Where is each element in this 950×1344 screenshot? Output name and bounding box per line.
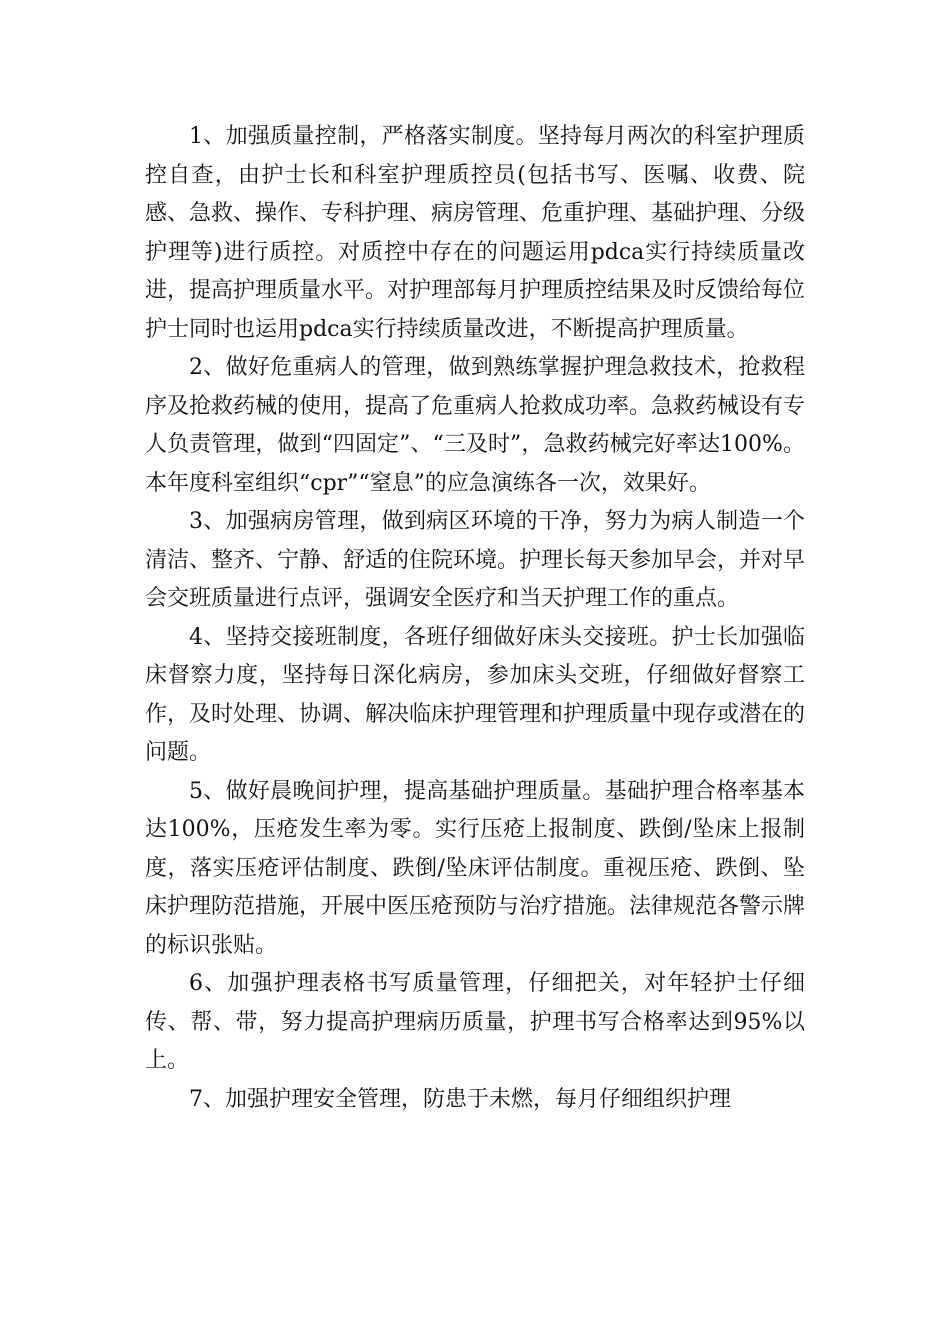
paragraph-3: 3、加强病房管理，做到病区环境的干净，努力为病人制造一个清洁、整齐、宁静、舒适的住院环境。护理长每天参加早会，并对早会交班质量进行点评，强调安全医疗和当天护理工作的重点。 — [145, 509, 806, 611]
paragraph-7: 7、加强护理安全管理，防患于未燃，每月仔细组织护理 — [189, 1086, 731, 1112]
paragraph-2: 2、做好危重病人的管理，做到熟练掌握护理急救技术，抢救程序及抢救药械的使用，提高了危重病人抢救成功率。急救药械设有专人负责管理，做到“四固定”、“三及时”，急救药械完好率达100%。本年度科室组织“cpr”“窒息”的应急演练各一次，效果好。 — [145, 355, 806, 496]
paragraph-6: 6、加强护理表格书写质量管理，仔细把关，对年轻护士仔细传、帮、带，努力提高护理病历质量，护理书写合格率达到95%以上。 — [145, 971, 805, 1073]
document-body — [145, 118, 805, 1119]
paragraph-5: 5、做好晨晚间护理，提高基础护理质量。基础护理合格率基本达100%，压疮发生率为零。实行压疮上报制度、跌倒/坠床上报制度，落实压疮评估制度、跌倒/坠床评估制度。重视压疮、跌倒、坠床护理防范措施，开展中医压疮预防与治疗措施。法律规范各警示牌的标识张贴。 — [145, 778, 806, 958]
paragraph-4: 4、坚持交接班制度，各班仔细做好床头交接班。护士长加强临床督察力度，坚持每日深化病房，参加床头交班，仔细做好督察工作，及时处理、协调、解决临床护理管理和护理质量中现存或潜在的问题。 — [145, 624, 806, 765]
paragraph-1: 1、加强质量控制，严格落实制度。坚持每月两次的科室护理质控自查，由护士长和科室护理质控员(包括书写、医嘱、收费、院感、急救、操作、专科护理、病房管理、危重护理、基础护理、分级护理等)进行质控。对质控中存在的问题运用pdca实行持续质量改进，提高护理质量水平。对护理部每月护理质控结果及时反馈给每位护士同时也运用pdca实行持续质量改进，不断提高护理质量。 — [145, 124, 806, 342]
